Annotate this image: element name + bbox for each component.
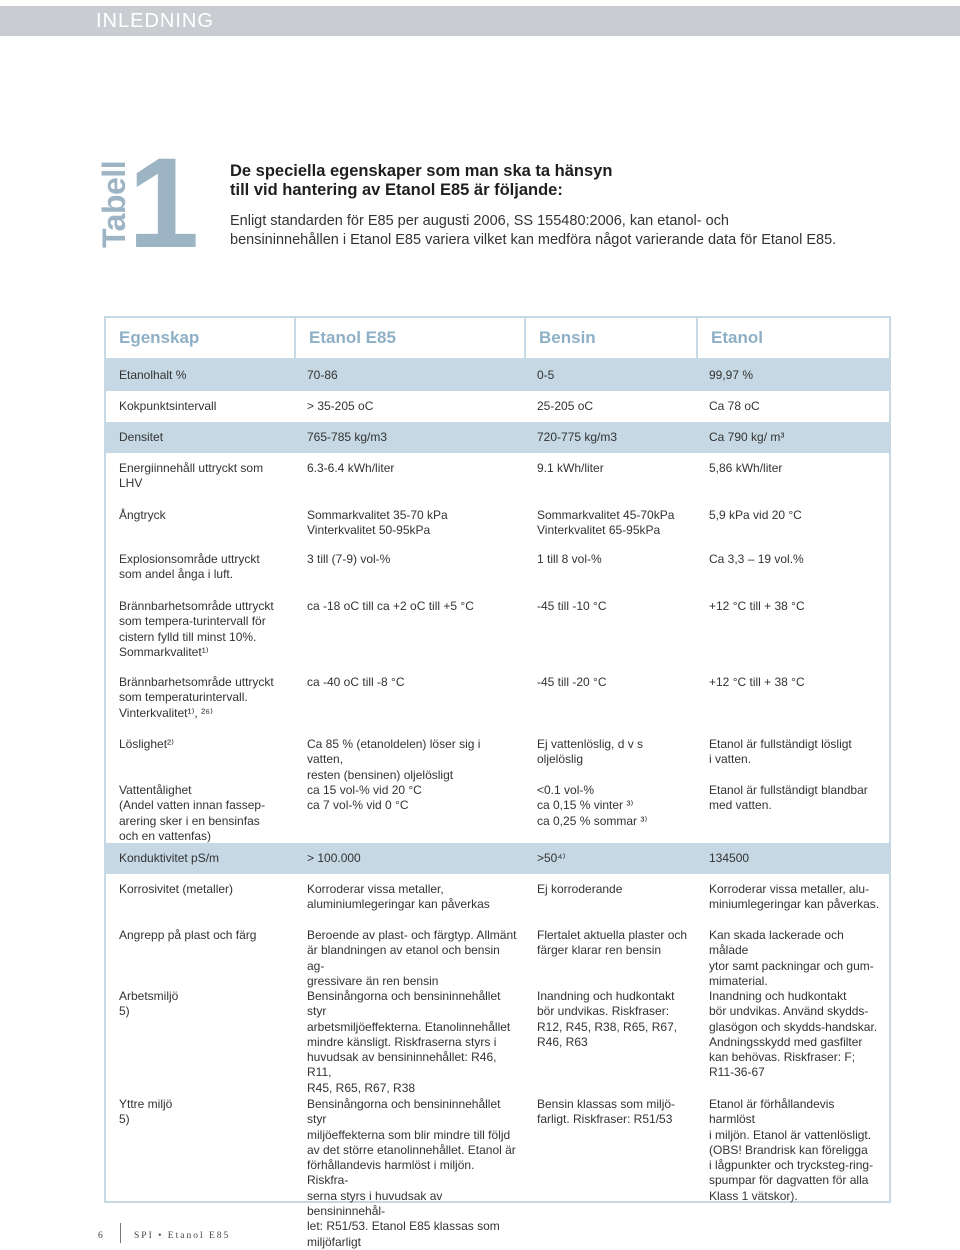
- cell-line: Korrosivitet (metaller): [119, 882, 234, 896]
- cell-line: Ångtryck: [119, 508, 166, 522]
- intro-title: [230, 162, 920, 200]
- cell-etanol: [696, 453, 889, 500]
- cell-line: farligt. Riskfraser: R51/53: [537, 1112, 673, 1127]
- cell-line: serna styrs i huvudsak av bensininnehål-: [307, 1188, 443, 1219]
- cell-line: Etanol är fullständigt blandbar: [709, 783, 868, 797]
- table-row: [106, 667, 889, 729]
- table-row: [106, 422, 889, 453]
- cell-line: 6.3-6.4 kWh/liter: [307, 461, 395, 475]
- cell-line: arering sker i en bensinfas: [119, 813, 260, 828]
- cell-line: som tempera-turintervall för: [119, 614, 266, 629]
- section-header-band: [0, 6, 960, 36]
- cell-line: Bensinångorna och bensininnehållet styr: [307, 989, 501, 1019]
- cell-line: ca 15 vol-% vid 20 °C: [307, 783, 422, 797]
- cell-property: [106, 843, 294, 874]
- cell-etanol: [696, 981, 889, 1089]
- cell-line: resten (bensinen) oljelösligt: [307, 767, 454, 782]
- cell-line: förhållandevis harmlöst i miljön. Riskfra-: [307, 1158, 475, 1188]
- cell-line: mimaterial.: [709, 973, 768, 988]
- cell-line: är blandningen av etanol och bensin ag-: [307, 943, 500, 973]
- cell-property: [106, 667, 294, 729]
- cell-line: 134500: [709, 850, 750, 865]
- table-row: [106, 453, 889, 500]
- cell-line: 9.1 kWh/liter: [537, 461, 604, 475]
- cell-bensin: [524, 843, 696, 874]
- cell-etanol: [696, 591, 889, 667]
- cell-line: 25-205 oC: [537, 399, 594, 413]
- header-etanol-e85: Etanol E85: [294, 318, 524, 358]
- cell-line: Inandning och hudkontakt: [709, 989, 847, 1003]
- intro-block: [230, 162, 920, 250]
- cell-line: Explosionsområde uttryckt: [119, 552, 260, 566]
- footer-divider: [120, 1223, 121, 1243]
- cell-etanol-e85: [294, 667, 524, 729]
- cell-line: LHV: [119, 476, 143, 491]
- cell-line: Bensinångorna och bensininnehållet styr: [307, 1097, 501, 1127]
- cell-line: Kokpunktsintervall: [119, 399, 217, 413]
- cell-etanol-e85: [294, 729, 524, 782]
- table-row: [106, 391, 889, 422]
- cell-property: [106, 775, 294, 843]
- cell-etanol: [696, 775, 889, 843]
- table-row: [106, 591, 889, 667]
- cell-etanol: [696, 874, 889, 920]
- cell-line: Etanol är förhållandevis harmlöst: [709, 1097, 835, 1127]
- cell-bensin: [524, 544, 696, 591]
- cell-bensin: [524, 391, 696, 422]
- table-row: [106, 729, 889, 782]
- cell-etanol-e85: [294, 843, 524, 874]
- cell-etanol-e85: [294, 500, 524, 544]
- cell-line: +12 °C till + 38 °C: [709, 675, 805, 689]
- cell-line: Konduktivitet pS/m: [119, 850, 220, 865]
- intro-title-line-2: till vid hantering av Etanol E85 är följande:: [230, 181, 563, 199]
- page-number: 6: [98, 1231, 103, 1241]
- cell-line: miljöeffekterna som blir mindre till följd: [307, 1127, 511, 1142]
- cell-line: 0-5: [537, 367, 555, 382]
- header-etanol: Etanol: [696, 318, 889, 358]
- cell-line: Inandning och hudkontakt: [537, 989, 675, 1003]
- cell-line: som temperaturintervall.: [119, 690, 248, 705]
- cell-etanol-e85: [294, 391, 524, 422]
- cell-line: Sommarkvalitet 45-70kPa: [537, 508, 675, 522]
- cell-line: Arbetsmiljö: [119, 989, 179, 1003]
- cell-line: i vatten.: [709, 752, 752, 767]
- cell-property: [106, 874, 294, 920]
- table-row: [106, 500, 889, 544]
- cell-line: Vattentålighet: [119, 783, 192, 797]
- cell-line: R12, R45, R38, R65, R67,: [537, 1019, 678, 1034]
- cell-bensin: [524, 775, 696, 843]
- cell-line: Ej korroderande: [537, 882, 623, 896]
- cell-bensin: [524, 422, 696, 453]
- cell-line: 720-775 kg/m3: [537, 429, 618, 444]
- cell-property: [106, 920, 294, 981]
- table-row: [106, 920, 889, 988]
- table-number: 1: [128, 132, 194, 275]
- cell-line: Vinterkvalitet 50-95kPa: [307, 523, 431, 538]
- cell-etanol: [696, 843, 889, 874]
- cell-etanol: [696, 422, 889, 453]
- cell-line: Sommarkvalitet 35-70 kPa: [307, 508, 448, 522]
- cell-line: >50⁴⁾: [537, 850, 566, 865]
- cell-line: miljöfarligt: [307, 1234, 362, 1249]
- cell-line: ytor samt packningar och gum-: [709, 958, 874, 973]
- cell-line: 5,86 kWh/liter: [709, 461, 783, 475]
- cell-property: [106, 591, 294, 667]
- cell-line: 1 till 8 vol-%: [537, 552, 602, 566]
- table-row: [106, 360, 889, 391]
- cell-etanol: [696, 391, 889, 422]
- cell-property: [106, 500, 294, 544]
- header-egenskap: Egenskap: [119, 328, 200, 347]
- cell-line: 5,9 kPa vid 20 °C: [709, 508, 802, 522]
- cell-line: 70-86: [307, 367, 338, 382]
- cell-line: > 35-205 oC: [307, 399, 374, 413]
- cell-line: Etanolhalt %: [119, 367, 187, 382]
- cell-line: Kan skada lackerade och målade: [709, 928, 844, 958]
- cell-line: Energiinnehåll uttryckt som: [119, 461, 264, 475]
- cell-line: 765-785 kg/m3: [307, 429, 388, 444]
- cell-line: R11-36-67: [709, 1065, 765, 1080]
- cell-line: Bensin klassas som miljö-: [537, 1097, 676, 1111]
- footer-document-title: SPI • Etanol E85: [134, 1231, 231, 1241]
- cell-line: huvudsak av bensininnehållet: R46, R11,: [307, 1050, 497, 1080]
- cell-line: -45 till -10 °C: [537, 599, 607, 613]
- cell-line: som andel ånga i luft.: [119, 567, 234, 582]
- cell-line: R46, R63: [537, 1034, 588, 1049]
- section-title: INLEDNING: [96, 10, 214, 32]
- cell-etanol: [696, 360, 889, 391]
- intro-body: [230, 212, 920, 250]
- cell-line: Klass 1 vätskor).: [709, 1188, 798, 1203]
- cell-line: bör undvikas. Riskfraser:: [537, 1004, 670, 1019]
- cell-line: med vatten.: [709, 798, 772, 813]
- cell-line: spumpar för dagvatten för alla: [709, 1173, 869, 1188]
- table-row: [106, 843, 889, 874]
- table-row: [106, 874, 889, 920]
- cell-property: [106, 453, 294, 500]
- cell-line: Densitet: [119, 429, 164, 444]
- cell-property: [106, 360, 294, 391]
- cell-property: [106, 981, 294, 1089]
- cell-line: Ca 85 % (etanoldelen) löser sig i vatten,: [307, 737, 481, 767]
- cell-bensin: [524, 729, 696, 775]
- cell-line: ca -18 oC till ca +2 oC till +5 °C: [307, 599, 474, 613]
- cell-line: Ca 3,3 – 19 vol.%: [709, 552, 804, 566]
- cell-etanol: [696, 544, 889, 591]
- cell-etanol: [696, 1089, 889, 1201]
- intro-body-line-1: Enligt standarden för E85 per augusti 2006, SS 155480:2006, kan etanol- och: [230, 213, 729, 229]
- cell-line: och en vattenfas): [119, 828, 212, 843]
- table-label: Tabell: [96, 160, 132, 248]
- cell-line: oljelöslig: [537, 752, 584, 767]
- cell-line: Ej vattenlöslig, d v s: [537, 737, 644, 751]
- cell-etanol-e85: [294, 422, 524, 453]
- cell-line: 5): [119, 1004, 130, 1019]
- cell-line: av det större etanolinnehållet. Etanol är: [307, 1142, 516, 1157]
- cell-line: (Andel vatten innan fassep-: [119, 798, 266, 813]
- cell-line: Etanol är fullständigt lösligt: [709, 737, 852, 751]
- cell-line: Andningsskydd med gasfilter: [709, 1034, 863, 1049]
- cell-bensin: [524, 360, 696, 391]
- cell-line: Brännbarhetsområde uttryckt: [119, 599, 274, 613]
- cell-etanol-e85: [294, 360, 524, 391]
- cell-line: i miljön. Etanol är vattenlösligt.: [709, 1127, 872, 1142]
- cell-etanol-e85: [294, 591, 524, 667]
- cell-line: bör undvikas. Använd skydds-: [709, 1004, 869, 1019]
- cell-bensin: [524, 667, 696, 729]
- table-row: [106, 981, 889, 1095]
- cell-etanol: [696, 667, 889, 729]
- cell-line: glasögon och skydds-handskar.: [709, 1019, 878, 1034]
- intro-body-line-2: bensininnehållen i Etanol E85 variera vilket kan medföra något varierande data för Etanol E85.: [230, 232, 837, 248]
- cell-line: ca 0,15 % vinter ³⁾: [537, 798, 634, 813]
- cell-etanol: [696, 500, 889, 544]
- cell-line: Vinterkvalitet¹⁾, ²⁶⁾: [119, 705, 213, 720]
- cell-line: ca -40 oC till -8 °C: [307, 675, 405, 689]
- cell-line: miniumlegeringar kan påverkas.: [709, 897, 880, 912]
- cell-line: -45 till -20 °C: [537, 675, 607, 689]
- cell-line: Vinterkvalitet 65-95kPa: [537, 523, 661, 538]
- table-header-row: [106, 318, 889, 360]
- cell-line: ca 0,25 % sommar ³⁾: [537, 813, 648, 828]
- cell-etanol-e85: [294, 544, 524, 591]
- cell-line: i lågpunkter och trycksteg-ring-: [709, 1158, 874, 1173]
- cell-line: Ca 790 kg/ m³: [709, 429, 785, 444]
- cell-line: Korroderar vissa metaller, alu-: [709, 882, 870, 896]
- header-bensin: Bensin: [524, 318, 696, 358]
- cell-bensin: [524, 500, 696, 544]
- cell-line: ca 7 vol-% vid 0 °C: [307, 798, 409, 813]
- cell-line: 3 till (7-9) vol-%: [307, 552, 391, 566]
- cell-line: 5): [119, 1112, 130, 1127]
- table-row: [106, 544, 889, 591]
- cell-bensin: [524, 1089, 696, 1201]
- cell-property: [106, 391, 294, 422]
- cell-line: Korroderar vissa metaller,: [307, 882, 444, 896]
- table-row: [106, 775, 889, 843]
- cell-line: arbetsmiljöeffekterna. Etanolinnehållet: [307, 1019, 511, 1034]
- cell-line: mindre känsligt. Riskfraserna styrs i: [307, 1034, 497, 1049]
- cell-property: [106, 422, 294, 453]
- cell-line: färger klarar ren bensin: [537, 943, 662, 958]
- cell-line: Löslighet²⁾: [119, 737, 174, 751]
- cell-line: Yttre miljö: [119, 1097, 173, 1111]
- cell-line: > 100.000: [307, 850, 361, 865]
- cell-line: Ca 78 oC: [709, 399, 760, 413]
- cell-line: <0.1 vol-%: [537, 783, 595, 797]
- cell-etanol-e85: [294, 1089, 524, 1249]
- cell-etanol-e85: [294, 874, 524, 920]
- cell-line: cistern fylld till minst 10%.: [119, 629, 257, 644]
- cell-bensin: [524, 453, 696, 500]
- cell-etanol-e85: [294, 775, 524, 843]
- cell-etanol: [696, 729, 889, 775]
- cell-bensin: [524, 874, 696, 920]
- cell-line: gressivare än ren bensin: [307, 973, 439, 988]
- cell-property: [106, 729, 294, 775]
- cell-etanol-e85: [294, 981, 524, 1095]
- cell-line: let: R51/53. Etanol E85 klassas som: [307, 1219, 500, 1234]
- cell-property: [106, 544, 294, 591]
- cell-line: (OBS! Brandrisk kan föreligga: [709, 1142, 868, 1157]
- cell-bensin: [524, 591, 696, 667]
- cell-bensin: [524, 920, 696, 981]
- intro-title-line-1: De speciella egenskaper som man ska ta hänsyn: [230, 162, 613, 180]
- cell-line: aluminiumlegeringar kan påverkas: [307, 897, 490, 912]
- cell-line: Sommarkvalitet¹⁾: [119, 644, 209, 659]
- cell-line: +12 °C till + 38 °C: [709, 599, 805, 613]
- cell-bensin: [524, 981, 696, 1089]
- cell-line: R45, R65, R67, R38: [307, 1080, 416, 1095]
- cell-line: kan behövas. Riskfraser: F;: [709, 1050, 856, 1065]
- cell-etanol-e85: [294, 920, 524, 988]
- cell-line: Angrepp på plast och färg: [119, 928, 257, 942]
- cell-line: 99,97 %: [709, 367, 754, 382]
- cell-line: Brännbarhetsområde uttryckt: [119, 675, 274, 689]
- cell-property: [106, 1089, 294, 1201]
- cell-line: Beroende av plast- och färgtyp. Allmänt: [307, 928, 517, 942]
- cell-etanol: [696, 920, 889, 988]
- cell-etanol-e85: [294, 453, 524, 500]
- cell-line: Flertalet aktuella plaster och: [537, 928, 688, 942]
